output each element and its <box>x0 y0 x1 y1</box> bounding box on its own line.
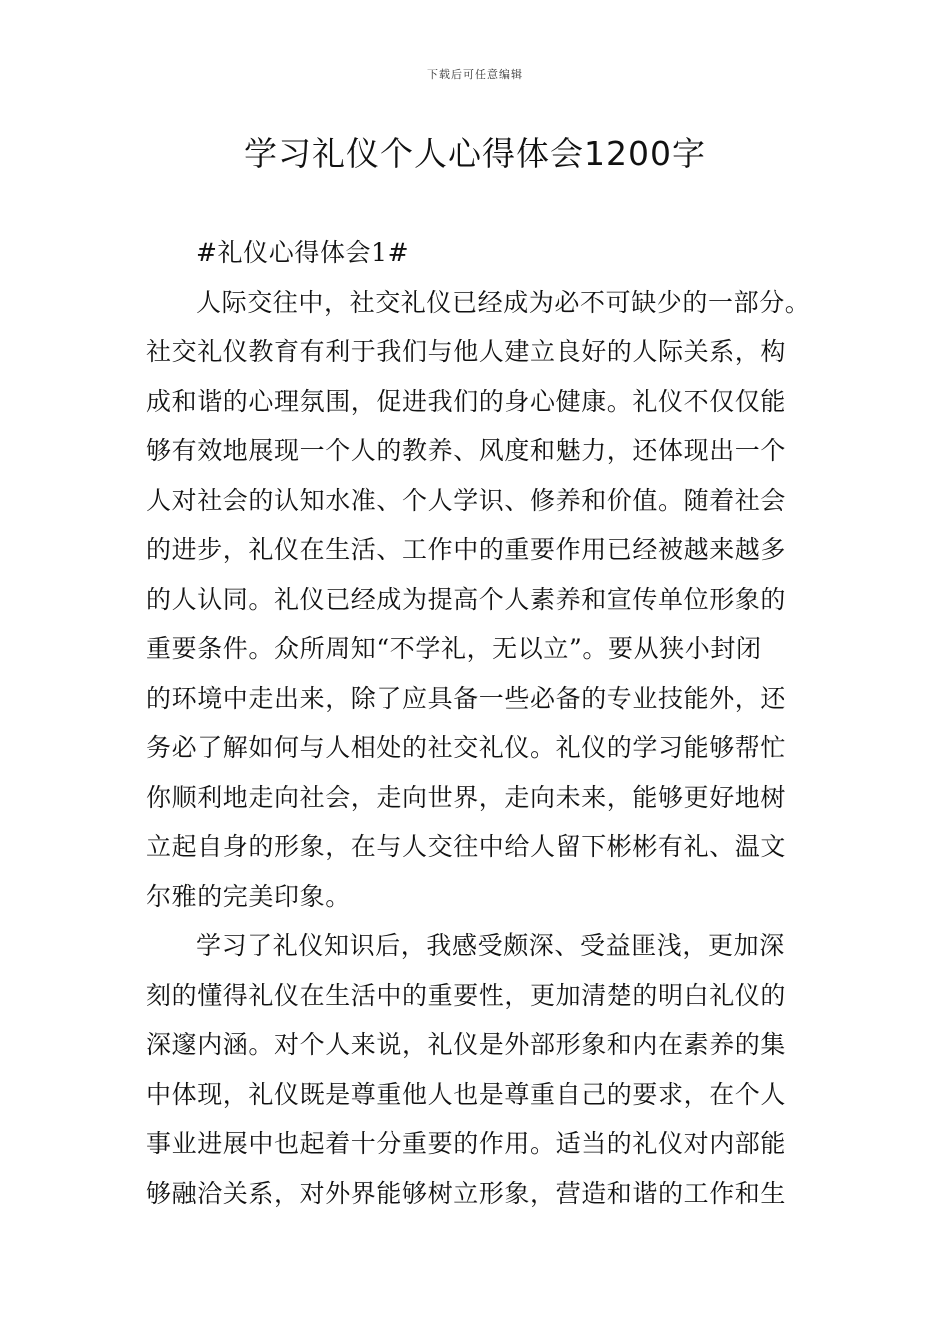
page-title: 学习礼仪个人心得体会1200字 <box>244 134 706 173</box>
text-line: 尔雅的完美印象。 <box>146 881 351 911</box>
text-line: 的进步，礼仪在生活、工作中的重要作用已经被越来越多 <box>146 535 787 564</box>
text-line: 务必了解如何与人相处的社交礼仪。礼仪的学习能够帮忙 <box>146 733 787 762</box>
text-line: 你顺利地走向社会，走向世界，走向未来，能够更好地树 <box>146 782 787 812</box>
text-line: 社交礼仪教育有利于我们与他人建立良好的人际关系，构 <box>146 337 787 366</box>
header-note: 下载后可任意编辑 <box>427 68 523 81</box>
text-line: 重要条件。众所周知“不学礼，无以立”。要从狭小封闭 <box>146 634 762 663</box>
document-body <box>146 228 826 1218</box>
text-line: 刻的懂得礼仪在生活中的重要性，更加清楚的明白礼仪的 <box>146 980 787 1010</box>
text-line: 深邃内涵。对个人来说，礼仪是外部形象和内在素养的集 <box>146 1030 787 1059</box>
text-line: 人际交往中，社交礼仪已经成为必不可缺少的一部分。 <box>196 287 811 317</box>
text-line: 立起自身的形象，在与人交往中给人留下彬彬有礼、温文 <box>146 832 787 861</box>
text-line: 的环境中走出来，除了应具备一些必备的专业技能外，还 <box>146 683 787 713</box>
text-line: 事业进展中也起着十分重要的作用。适当的礼仪对内部能 <box>146 1129 787 1158</box>
text-line: 中体现，礼仪既是尊重他人也是尊重自己的要求，在个人 <box>146 1079 787 1109</box>
text-line: 成和谐的心理氛围，促进我们的身心健康。礼仪不仅仅能 <box>146 386 787 416</box>
text-line: 学习了礼仪知识后，我感受颇深、受益匪浅，更加深 <box>196 931 785 960</box>
text-line: 人对社会的认知水准、个人学识、修养和价值。随着社会 <box>146 485 787 515</box>
text-line: #礼仪心得体会1# <box>196 238 410 267</box>
text-line: 够融洽关系，对外界能够树立形象，营造和谐的工作和生 <box>146 1178 787 1208</box>
text-line: 的人认同。礼仪已经成为提高个人素养和宣传单位形象的 <box>146 584 787 614</box>
text-line: 够有效地展现一个人的教养、风度和魅力，还体现出一个 <box>146 436 787 465</box>
